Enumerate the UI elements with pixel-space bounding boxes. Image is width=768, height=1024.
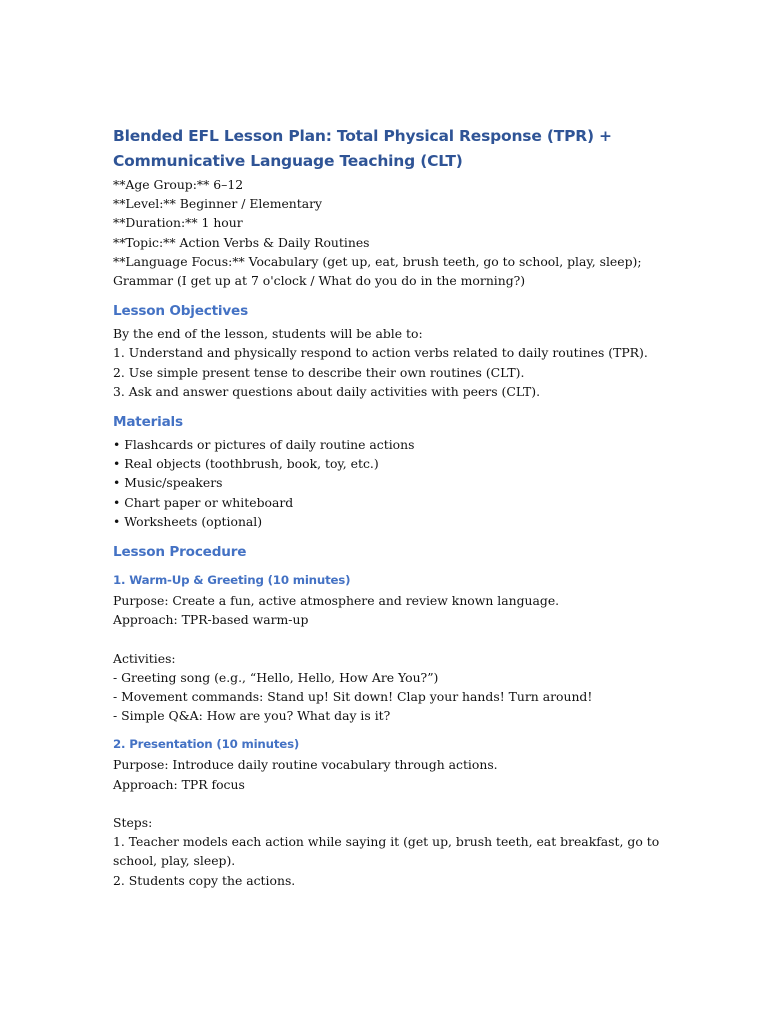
step-item: 1. Teacher models each action while saying it (get up, brush teeth, eat breakfast, go to bbox=[113, 834, 660, 850]
language-focus-line: **Language Focus:** Vocabulary (get up, eat, brush teeth, go to school, play, sleep); bbox=[113, 253, 642, 269]
objective-item: 2. Use simple present tense to describe their own routines (CLT). bbox=[113, 364, 525, 380]
step-item: 2. Students copy the actions. bbox=[113, 872, 296, 888]
warmup-approach: Approach: TPR-based warm-up bbox=[113, 612, 309, 628]
lesson-info bbox=[113, 175, 642, 290]
level-line: **Level:** Beginner / Elementary bbox=[113, 196, 323, 212]
presentation-section bbox=[113, 755, 660, 889]
duration-line: **Duration:** 1 hour bbox=[113, 215, 243, 231]
warmup-heading: 1. Warm-Up & Greeting (10 minutes) bbox=[113, 573, 351, 588]
material-item: • Chart paper or whiteboard bbox=[113, 494, 294, 510]
material-item: • Real objects (toothbrush, book, toy, etc.) bbox=[113, 456, 379, 472]
age-group-line: **Age Group:** 6–12 bbox=[113, 177, 244, 192]
document-page bbox=[113, 124, 660, 890]
objective-item: 1. Understand and physically respond to action verbs related to daily routines (TPR). bbox=[113, 345, 648, 361]
material-item: • Music/speakers bbox=[113, 475, 223, 491]
objectives-heading: Lesson Objectives bbox=[113, 303, 248, 320]
warmup-purpose: Purpose: Create a fun, active atmosphere and review known language. bbox=[113, 593, 560, 609]
presentation-heading: 2. Presentation (10 minutes) bbox=[113, 737, 300, 752]
activity-item: - Movement commands: Stand up! Sit down! Clap your hands! Turn around! bbox=[113, 689, 593, 705]
presentation-approach: Approach: TPR focus bbox=[113, 776, 245, 792]
step-item-continued: school, play, sleep). bbox=[113, 853, 236, 869]
grammar-line: Grammar (I get up at 7 o'clock / What do you do in the morning?) bbox=[113, 273, 526, 289]
objectives-intro: By the end of the lesson, students will be able to: bbox=[113, 326, 423, 342]
materials-heading: Materials bbox=[113, 414, 183, 431]
material-item: • Flashcards or pictures of daily routine actions bbox=[113, 437, 415, 453]
topic-line: **Topic:** Action Verbs & Daily Routines bbox=[113, 234, 370, 250]
steps-label: Steps: bbox=[113, 815, 153, 831]
activity-item: - Simple Q&A: How are you? What day is it? bbox=[113, 708, 391, 724]
spacer bbox=[113, 629, 633, 648]
presentation-purpose: Purpose: Introduce daily routine vocabulary through actions. bbox=[113, 757, 498, 773]
material-item: • Worksheets (optional) bbox=[113, 513, 263, 529]
procedure-heading: Lesson Procedure bbox=[113, 544, 247, 561]
spacer bbox=[113, 794, 633, 813]
objective-item: 3. Ask and answer questions about daily activities with peers (CLT). bbox=[113, 383, 541, 399]
materials-list bbox=[113, 435, 633, 531]
objectives-section bbox=[113, 324, 648, 401]
activities-label: Activities: bbox=[113, 650, 176, 666]
document-title: Blended EFL Lesson Plan: Total Physical Response (TPR) + Communicative Language Teaching (CLT) bbox=[113, 127, 612, 170]
warmup-section bbox=[113, 591, 633, 725]
activity-item: - Greeting song (e.g., “Hello, Hello, How Are You?”) bbox=[113, 669, 439, 685]
